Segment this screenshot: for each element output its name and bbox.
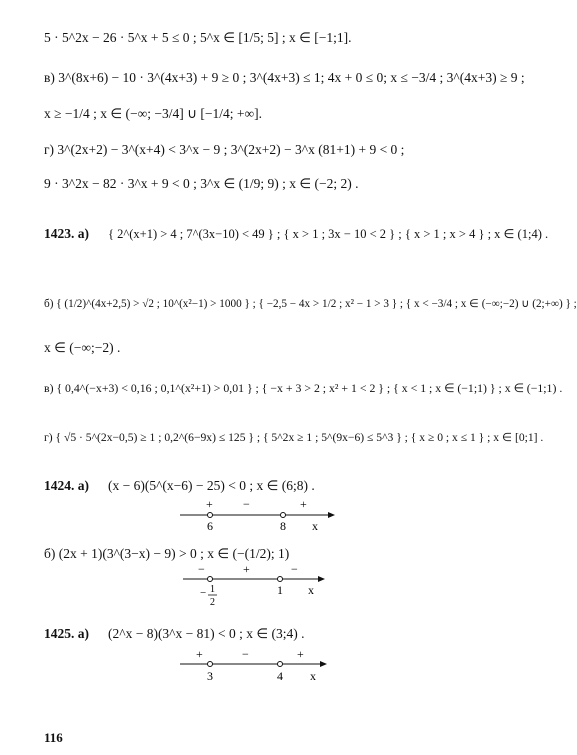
page-number: 116 (44, 730, 63, 745)
sign-2: + (243, 562, 250, 576)
tick-half-num: 1 (210, 584, 215, 595)
sign-1: + (206, 497, 213, 511)
line-7: б) { (1/2)^(4x+2,5) > √2 ; 10^(x²−1) > 1000 } ; { −2,5 − 4x > 1/2 ; x² − 1 > 3 } ; { x < −3/4 ; x ∈ (−∞;−2) ∪ (2;+∞) } ; (44, 298, 577, 310)
tick-8: 8 (280, 519, 286, 533)
line-3: x ≥ −1/4 ; x ∈ (−∞; −3/4] ∪ [−1/4; +∞]. (44, 106, 262, 121)
sign-2: − (243, 497, 250, 511)
line-8: x ∈ (−∞;−2) . (44, 340, 121, 355)
sign-3: + (300, 497, 307, 511)
line-6: { 2^(x+1) > 4 ; 7^(3x−10) < 49 } ; { x > 1 ; 3x − 10 < 2 } ; { x > 1 ; x > 4 } ; x ∈ (1;4) . (108, 227, 549, 241)
line-10: г) { √5 · 5^(2x−0,5) ≥ 1 ; 0,2^(6−9x) ≤ 125 } ; { 5^2x ≥ 1 ; 5^(9x−6) ≤ 5^3 } ; { x ≥ 0 ; x ≤ 1 } ; x ∈ [0;1] . (44, 431, 544, 444)
sign-3: + (297, 647, 304, 661)
problem-1424-label: 1424. а) (44, 478, 89, 493)
line-12: б) (2x + 1)(3^(3−x) − 9) > 0 ; x ∈ (−(1/2); 1) (44, 546, 290, 561)
tick-6: 6 (207, 519, 213, 533)
tick-3: 3 (207, 669, 213, 683)
axis-var: x (310, 669, 316, 683)
axis-var: x (312, 519, 318, 533)
sign-1: − (198, 562, 205, 576)
tick-1: 1 (277, 583, 283, 597)
sign-1: + (196, 647, 203, 661)
line-11: (x − 6)(5^(x−6) − 25) < 0 ; x ∈ (6;8) . (108, 478, 315, 493)
tick-4: 4 (277, 669, 283, 683)
line-4: г) 3^(2x+2) − 3^(x+4) < 3^x − 9 ; 3^(2x+2) − 3^x (81+1) + 9 < 0 ; (44, 142, 405, 157)
line-9: в) { 0,4^(−x+3) < 0,16 ; 0,1^(x²+1) > 0,01 } ; { −x + 3 > 2 ; x² + 1 < 2 } ; { x < 1 ; x ∈ (−1;1) } ; x ∈ (−1;1) . (44, 381, 563, 395)
tick-half-den: 2 (210, 597, 215, 608)
axis-var: x (308, 583, 314, 597)
tick-minus: − (200, 587, 207, 599)
sign-2: − (242, 647, 249, 661)
problem-1425-label: 1425. а) (44, 626, 89, 641)
line-5: 9 · 3^2x − 82 · 3^x + 9 < 0 ; 3^x ∈ (1/9; 9) ; x ∈ (−2; 2) . (44, 176, 359, 191)
problem-1423-label: 1423. а) (44, 226, 89, 241)
line-2: в) 3^(8x+6) − 10 · 3^(4x+3) + 9 ≥ 0 ; 3^(4x+3) ≤ 1; 4x + 0 ≤ 0; x ≤ −3/4 ; 3^(4x+3) ≥ 9 ; (44, 70, 525, 85)
line-13: (2^x − 8)(3^x − 81) < 0 ; x ∈ (3;4) . (108, 626, 305, 641)
line-1: 5 · 5^2x − 26 · 5^x + 5 ≤ 0 ; 5^x ∈ [1/5; 5] ; x ∈ [−1;1]. (44, 30, 352, 45)
sign-3: − (291, 562, 298, 576)
